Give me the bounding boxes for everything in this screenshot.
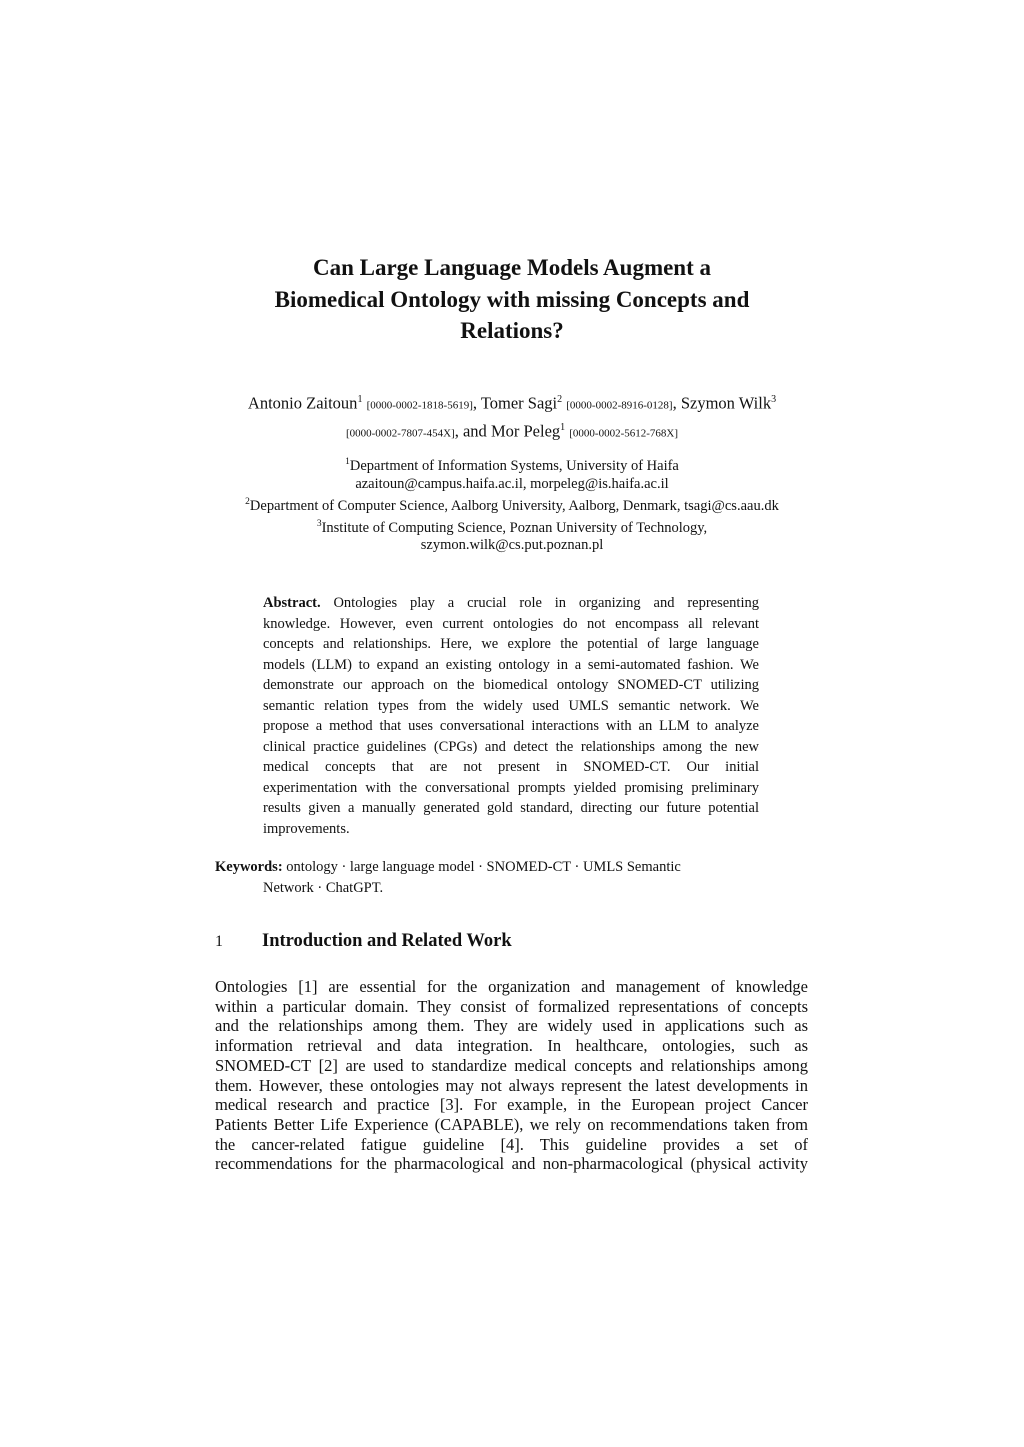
affiliation-3-email: szymon.wilk@cs.put.poznan.pl xyxy=(420,537,604,554)
title-line-1: Can Large Language Models Augment a xyxy=(312,255,712,280)
abstract-line: improvements. xyxy=(263,820,350,837)
author-orcid: [0000-0002-5612-768X] xyxy=(569,427,679,439)
abstract-line xyxy=(263,593,759,614)
affiliation-text: Institute of Computing Science, Poznan University of Technology, xyxy=(321,519,708,536)
abstract-text: Ontologies play a crucial role in organizing and representing xyxy=(320,595,759,611)
body-line: within a particular domain. They consist of formalized representations of concepts xyxy=(215,996,808,1016)
abstract-line: models (LLM) to expand an existing ontology in a semi-automated fashion. We xyxy=(263,656,759,673)
abstract-line: demonstrate our approach on the biomedical ontology SNOMED-CT utilizing xyxy=(263,677,759,693)
body-line: them. However, these ontologies may not always represent the latest developments in xyxy=(215,1075,808,1095)
author-name: Szymon Wilk xyxy=(680,393,772,413)
affiliation-sup: 1 xyxy=(345,457,350,467)
affiliations xyxy=(205,453,819,554)
body-text xyxy=(215,977,808,1174)
body-line: Ontologies [1] are essential for the organization and management of knowledge xyxy=(215,977,808,996)
author-affil-sup: 1 xyxy=(357,394,363,405)
abstract-line: medical concepts that are not present in SNOMED-CT. Our initial xyxy=(263,759,759,775)
title-line-2: Biomedical Ontology with missing Concepts and xyxy=(274,286,750,312)
affiliation-sup: 2 xyxy=(245,496,250,507)
keywords-label: Keywords: xyxy=(215,859,283,875)
title-line-3: Relations? xyxy=(460,318,564,343)
author-list xyxy=(205,389,819,444)
author-separator: , xyxy=(672,393,677,413)
keywords xyxy=(215,857,760,898)
body-line: Patients Better Life Experience (CAPABLE), we rely on recommendations taken from xyxy=(215,1114,808,1134)
affiliation-1 xyxy=(205,453,819,475)
author-line-1 xyxy=(205,389,819,417)
author-affil-sup: 1 xyxy=(560,421,566,433)
author-name: Tomer Sagi xyxy=(480,393,558,413)
abstract-line: propose a method that uses conversational interactions with an LLM to analyze xyxy=(263,718,759,734)
affiliation-sup: 3 xyxy=(316,518,322,529)
keywords-text: ontology · large language model · SNOMED-CT · UMLS Semantic xyxy=(282,859,681,875)
author-separator: , and xyxy=(454,421,487,440)
body-line: the cancer-related fatigue guideline [4]. This guideline provides a set of xyxy=(215,1134,808,1154)
section-number: 1 xyxy=(215,933,223,950)
keywords-line-1 xyxy=(215,859,681,875)
body-line: medical research and practice [3]. For example, in the European project Cancer xyxy=(215,1095,808,1115)
author-separator: , xyxy=(472,393,478,413)
paper-title xyxy=(200,252,824,347)
author-orcid: [0000-0002-7807-454X] xyxy=(345,427,455,439)
body-line: information retrieval and data integration. In healthcare, ontologies, such as xyxy=(215,1036,808,1056)
abstract-line: clinical practice guidelines (CPGs) and detect the relationships among the new xyxy=(263,738,759,755)
author-affil-sup: 3 xyxy=(771,394,777,405)
abstract-line: concepts and relationships. Here, we explore the potential of large language xyxy=(263,636,759,652)
author-name: Antonio Zaitoun xyxy=(247,393,358,413)
keywords-line-2: Network · ChatGPT. xyxy=(263,879,384,896)
abstract-line: experimentation with the conversational prompts yielded promising preliminary xyxy=(263,779,759,796)
affiliation-text: Department of Computer Science, Aalborg University, Aalborg, Denmark, tsagi@cs.aau.dk xyxy=(249,497,779,514)
author-line-2 xyxy=(205,417,819,445)
body-line: SNOMED-CT [2] are used to standardize medical concepts and relationships among xyxy=(215,1055,808,1075)
affiliation-3 xyxy=(205,515,819,537)
affiliation-2 xyxy=(205,493,819,515)
section-heading xyxy=(215,929,512,954)
affiliation-1-email: azaitoun@campus.haifa.ac.il, morpeleg@is.haifa.ac.il xyxy=(355,475,669,492)
abstract-label: Abstract. xyxy=(263,595,321,611)
author-affil-sup: 2 xyxy=(557,394,563,405)
abstract xyxy=(263,593,759,839)
author-orcid: [0000-0002-1818-5619] xyxy=(366,399,473,412)
abstract-line: knowledge. However, even current ontologies do not encompass all relevant xyxy=(263,615,759,632)
author-name: Mor Peleg xyxy=(490,421,561,440)
author-orcid: [0000-0002-8916-0128] xyxy=(566,399,673,412)
abstract-line: results given a manually generated gold standard, directing our future potential xyxy=(263,800,759,816)
affiliation-text: Department of Information Systems, University of Haifa xyxy=(349,457,679,474)
body-line: and the relationships among them. They are widely used in applications such as xyxy=(215,1016,808,1036)
body-line: recommendations for the pharmacological and non-pharmacological (physical activity xyxy=(215,1154,808,1174)
section-title: Introduction and Related Work xyxy=(262,931,512,951)
abstract-line: semantic relation types from the widely used UMLS semantic network. We xyxy=(263,697,759,714)
